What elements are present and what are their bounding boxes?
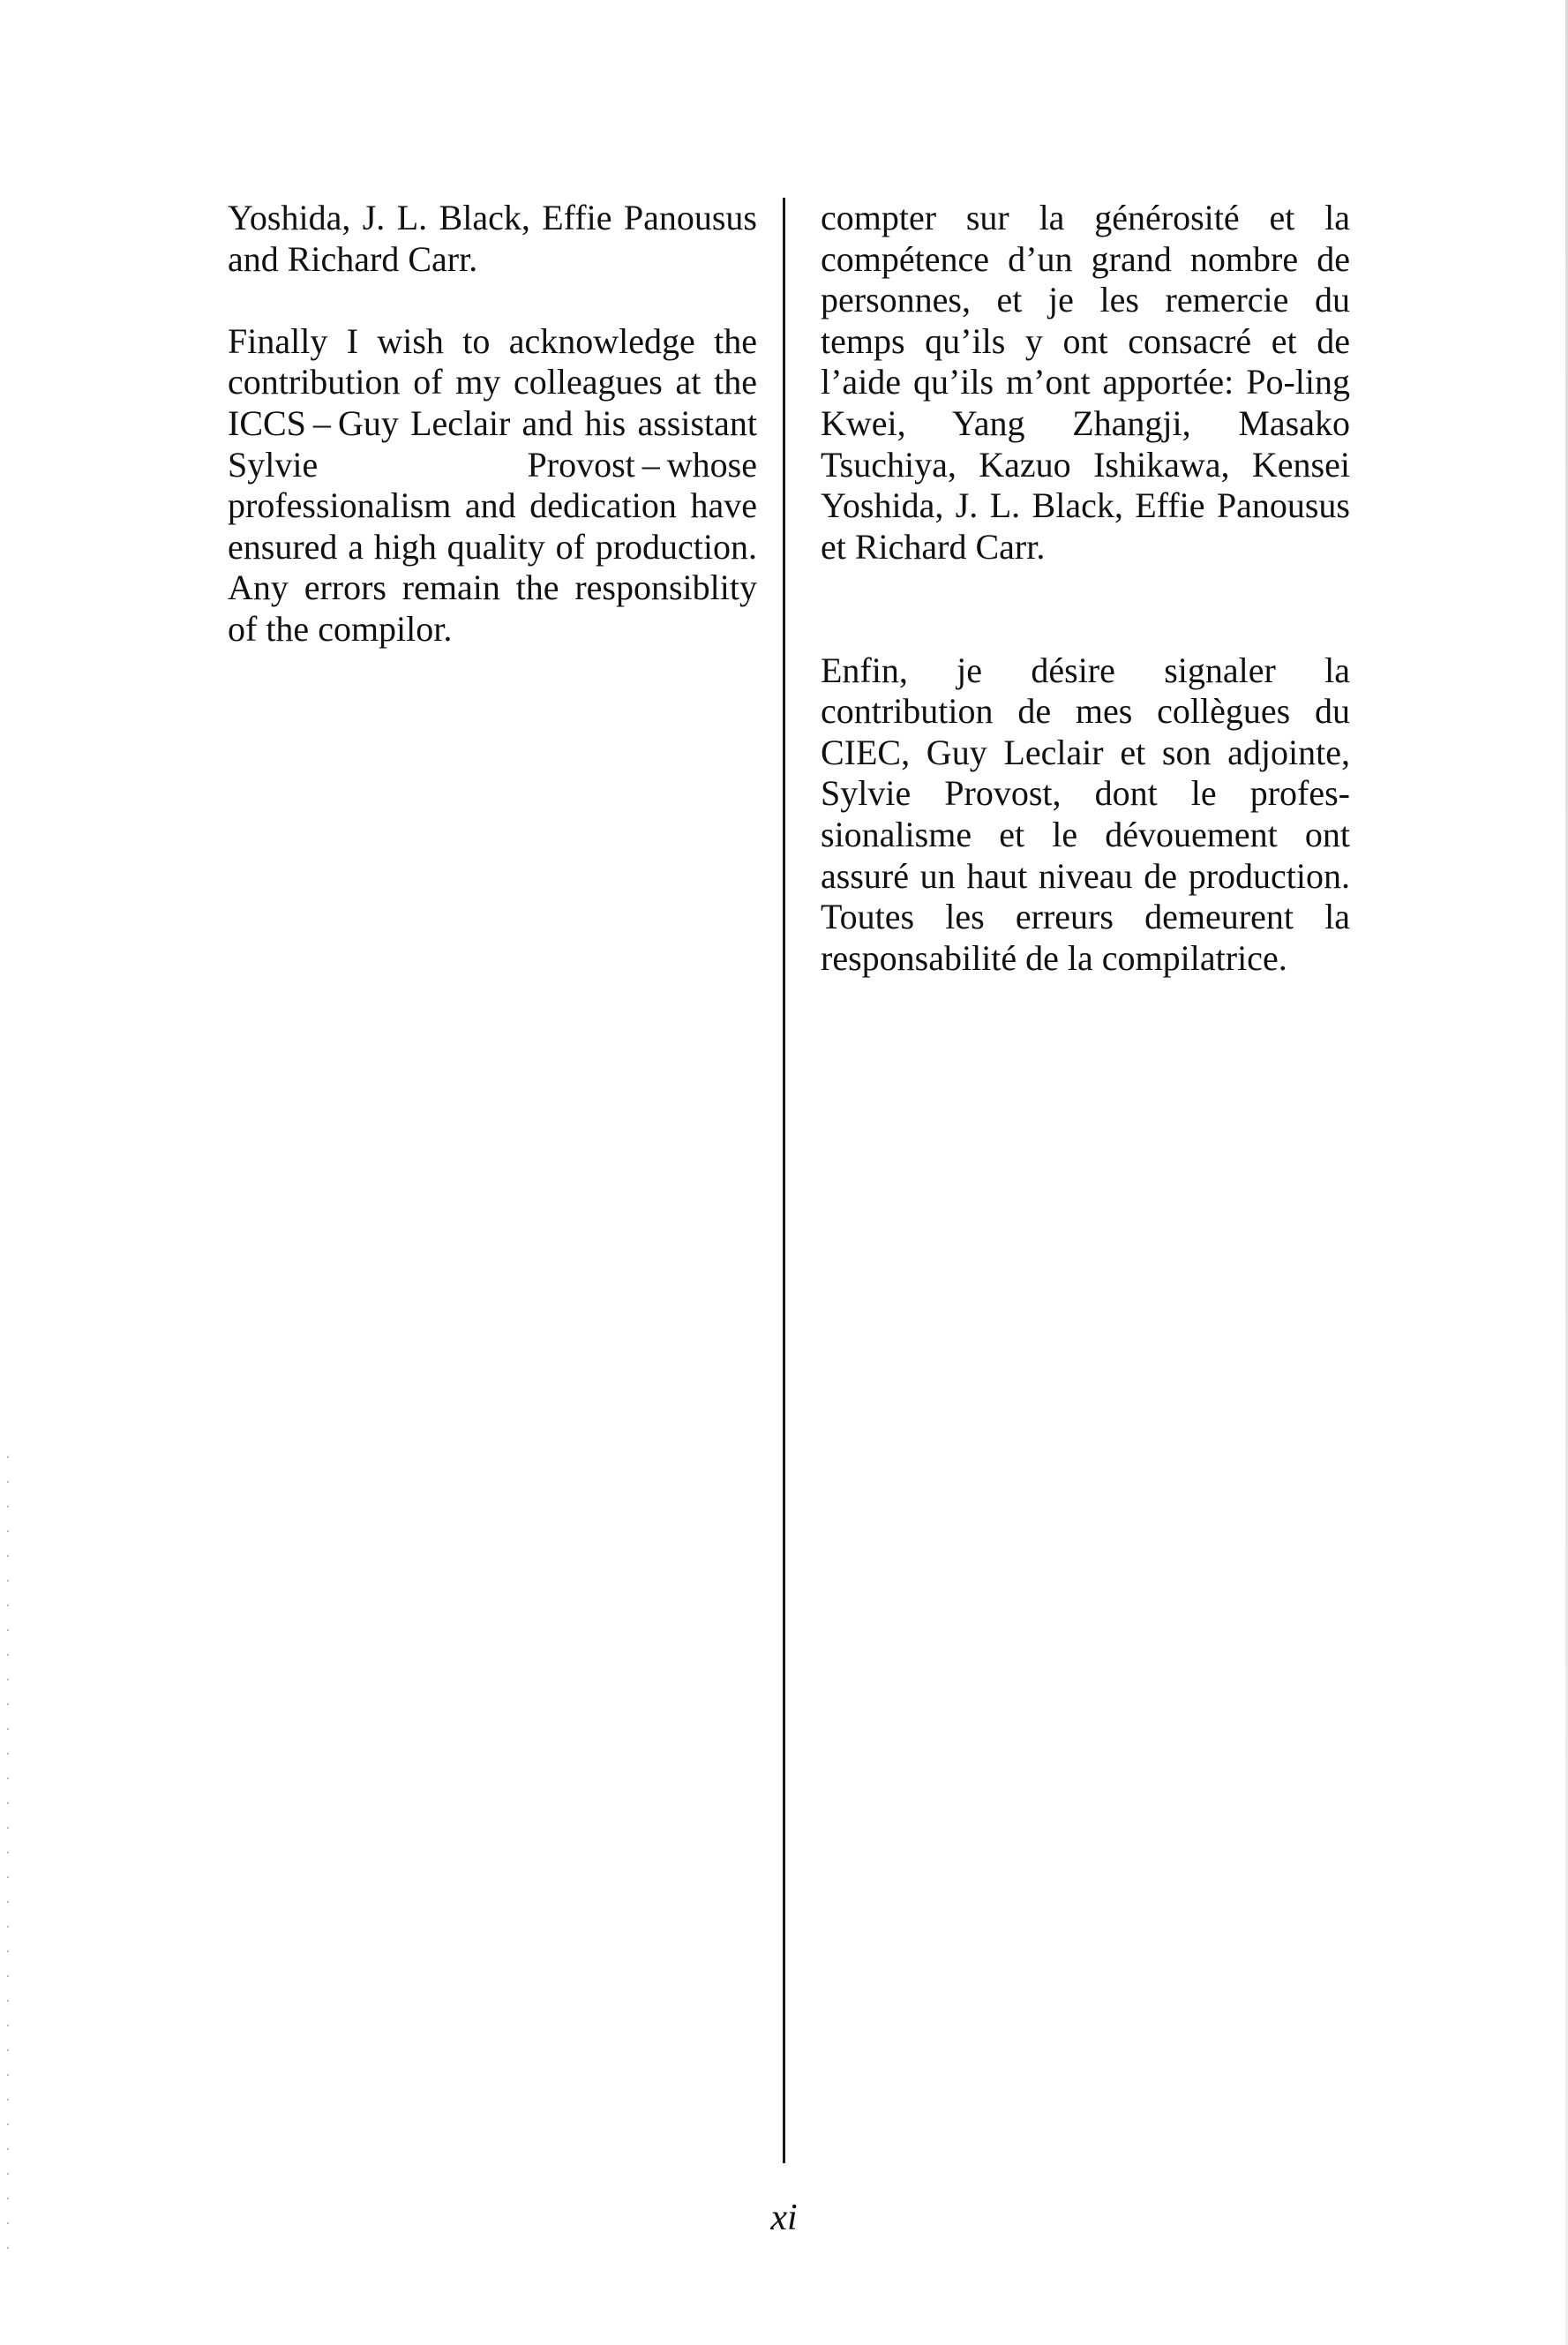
- french-column: [821, 198, 1350, 979]
- french-paragraph-acknowledgement: Enfin, je désire signaler la contribution de mes collègues du CIEC, Guy Leclair et son adjointe, Sylvie Provost, dont le professionalisme et le dévouement ont assuré un haut niveau de production. Toutes les erreurs demeurent la responsabilité de la compilatrice.: [821, 650, 1350, 978]
- column-divider: [783, 198, 785, 2163]
- english-paragraph-acknowledgement: Finally I wish to acknowledge the contribution of my colleagues at the ICCS – Guy Leclair and his assistant Sylvie Provost – whose professionalism and dedication have ensured a high quality of production. Any errors remain the responsiblity of the compilor.: [228, 320, 757, 649]
- page-number: xi: [770, 2198, 798, 2238]
- english-paragraph-names-end: Yoshida, J. L. Black, Effie Panousus and Richard Carr.: [228, 198, 757, 279]
- scan-margin-dots: [7, 1456, 9, 2251]
- french-paragraph-thanks: compter sur la générosité et la compétence d’un grand nombre de personnes, et je les remercie du temps qu’ils y ont consacré et de l’aide qu’ils m’ont apportée: Po-ling Kwei, Yang Zhangji, Masako Tsuchiya, Kazuo Ishikawa, Kensei Yoshida, J. L. Black, Effie Panousus et Richard Carr.: [821, 198, 1350, 567]
- english-column: [228, 198, 757, 650]
